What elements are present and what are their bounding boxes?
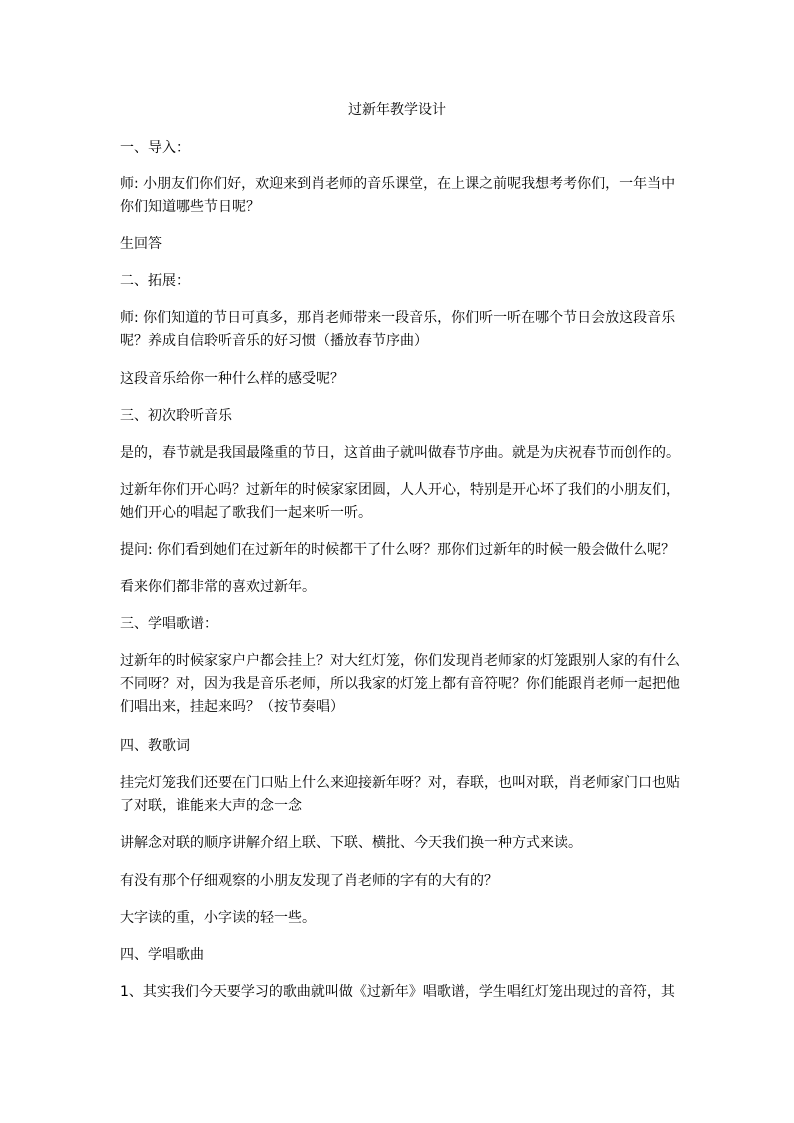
section-heading-sing-song: [120, 944, 676, 967]
paragraph: [120, 233, 676, 256]
document-title: 过新年教学设计: [348, 102, 446, 118]
paragraph: [120, 832, 676, 855]
paragraph: [120, 539, 676, 562]
section-heading-teach-lyrics: [120, 735, 676, 758]
text-line: 师: 小朋友们你们好，欢迎来到肖老师的音乐课堂，在上课之前呢我想考考你们，一年当中: [120, 176, 676, 192]
section-heading-intro: [120, 137, 676, 160]
section-heading-sing-score: [120, 613, 676, 636]
paragraph: [120, 479, 680, 525]
paragraph: [120, 576, 676, 599]
text-line: 一、导入：: [120, 140, 190, 156]
paragraph: [120, 173, 676, 219]
paragraph: [120, 981, 676, 1004]
text-line: 三、学唱歌谱：: [120, 616, 218, 632]
paragraph: [120, 442, 680, 465]
text-line: 四、教歌词: [120, 738, 190, 754]
text-line: 三、初次聆听音乐: [120, 408, 232, 424]
text-line: 提问: 你们看到她们在过新年的时候都干了什么呀？那你们过新年的时候一般会做什么呢？: [120, 542, 676, 558]
text-line: 不同呀？对，因为我是音乐老师，所以我家的灯笼上都有音符呢？你们能跟肖老师一起把他: [120, 676, 680, 692]
paragraph: [120, 772, 680, 818]
text-line: 们唱出来，挂起来吗？（按节奏唱）: [120, 699, 344, 715]
text-line: 看来你们都非常的喜欢过新年。: [120, 579, 316, 595]
text-line: 1、其实我们今天要学习的歌曲就叫做《过新年》唱歌谱，学生唱红灯笼出现过的音符，其: [120, 984, 675, 1000]
text-line: 呢？养成自信聆听音乐的好习惯（播放春节序曲）: [120, 333, 428, 349]
text-line: 生回答: [120, 236, 162, 252]
text-line: 过新年的时候家家户户都会挂上？对大红灯笼，你们发现肖老师家的灯笼跟别人家的有什么: [120, 653, 680, 669]
paragraph: [120, 870, 676, 893]
paragraph: [120, 907, 676, 930]
paragraph: [120, 650, 680, 719]
section-heading-first-listen: [120, 405, 676, 428]
text-line: 她们开心的唱起了歌我们一起来听一听。: [120, 505, 372, 521]
text-line: 了对联，谁能来大声的念一念: [120, 798, 302, 814]
text-line: 师: 你们知道的节日可真多，那肖老师带来一段音乐，你们听一听在哪个节日会放这段音乐: [120, 310, 676, 326]
paragraph: [120, 307, 676, 353]
paragraph: [120, 368, 676, 391]
text-line: 大字读的重，小字读的轻一些。: [120, 910, 316, 926]
text-line: 有没有那个仔细观察的小朋友发现了肖老师的字有的大有的？: [120, 873, 498, 889]
text-line: 是的，春节就是我国最隆重的节日，这首曲子就叫做春节序曲。就是为庆祝春节而创作的。: [120, 445, 680, 461]
text-line: 这段音乐给你一种什么样的感受呢？: [120, 371, 344, 387]
text-line: 二、拓展：: [120, 273, 190, 289]
text-line: 你们知道哪些节日呢？: [120, 199, 260, 215]
section-heading-expand: [120, 270, 676, 293]
text-line: 讲解念对联的顺序讲解介绍上联、下联、横批、今天我们换一种方式来读。: [120, 835, 582, 851]
text-line: 过新年你们开心吗？过新年的时候家家团圆，人人开心，特别是开心坏了我们的小朋友们，: [120, 482, 680, 498]
text-line: 四、学唱歌曲: [120, 947, 204, 963]
text-line: 挂完灯笼我们还要在门口贴上什么来迎接新年呀？对，春联，也叫对联，肖老师家门口也贴: [120, 775, 680, 791]
